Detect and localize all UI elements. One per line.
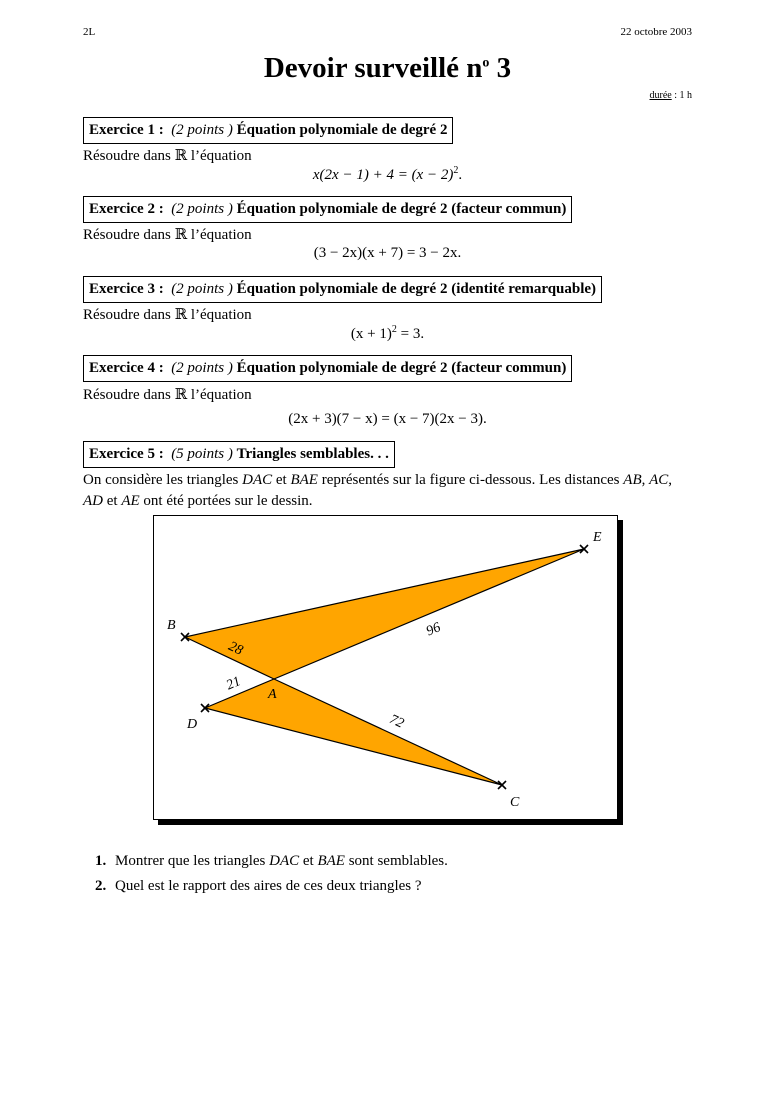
exercise-1-header: [83, 117, 453, 144]
date: 22 octobre 2003: [620, 26, 692, 38]
length-AB: 28: [225, 639, 245, 659]
exercise-2-points: (2 points ): [171, 201, 233, 217]
label-C: C: [510, 795, 520, 810]
exercise-3-points: (2 points ): [171, 281, 233, 297]
duration-label: durée: [649, 90, 672, 101]
question-1-triangle-1: DAC: [269, 853, 300, 869]
exercise-4-header: [83, 355, 572, 382]
triangle-BAE: [185, 549, 584, 679]
intro-distance-1: AB: [623, 472, 642, 488]
exercise-2-label: Exercice 2 :: [89, 201, 164, 217]
exercise-1-equation-exp: 2: [453, 165, 459, 176]
intro-distance-4: AE: [121, 493, 140, 509]
exercise-3-label: Exercice 3 :: [89, 281, 164, 297]
exercise-5-points: (5 points ): [171, 446, 233, 462]
exercise-3-equation: [0, 324, 775, 343]
intro-distance-3: AD: [83, 493, 103, 509]
question-1-triangle-2: BAE: [317, 853, 345, 869]
exercise-4-points: (2 points ): [171, 360, 233, 376]
title-text: Devoir surveillé n: [263, 52, 483, 84]
exercise-4-equation: (2x + 3)(7 − x) = (x − 7)(2x − 3).: [288, 411, 487, 427]
exercise-1-equation-main: x(2x − 1) + 4 = (x − 2): [312, 167, 454, 183]
exercise-4-prompt: Résoudre dans ℝ l’équation: [83, 387, 252, 403]
exercise-3-topic: Équation polynomiale de degré 2 (identité remarquable): [236, 281, 597, 297]
marker-E: [580, 545, 588, 553]
class-label: 2L: [83, 26, 96, 38]
exercise-5-header: [83, 441, 395, 468]
exercise-1-topic: Équation polynomiale de degré 2: [236, 122, 448, 138]
intro-triangle-2: BAE: [290, 472, 318, 488]
intro-text-3: représentés sur la figure ci-dessous. Les distances: [317, 472, 624, 488]
exercise-5-label: Exercice 5 :: [89, 446, 164, 462]
intro-text-6: et: [103, 493, 122, 509]
exercise-2-equation: (3 − 2x)(x + 7) = 3 − 2x.: [313, 245, 462, 261]
intro-text-5: ,: [668, 472, 673, 488]
question-2: [95, 878, 422, 895]
intro-text-1: On considère les triangles: [83, 472, 243, 488]
question-1-text-2: et: [299, 853, 318, 869]
label-B: B: [167, 618, 176, 633]
intro-distance-2: AC: [649, 472, 669, 488]
label-A: A: [268, 687, 277, 702]
intro-triangle-1: DAC: [242, 472, 273, 488]
marker-C: [498, 781, 506, 789]
length-AC: 72: [386, 712, 406, 732]
triangle-DAC: [205, 679, 502, 785]
exercise-4-label: Exercice 4 :: [89, 360, 164, 376]
question-1-text-3: sont semblables.: [344, 853, 448, 869]
triangles-figure: [153, 515, 618, 820]
question-2-number: 2.: [95, 878, 107, 894]
intro-text-4: ,: [641, 472, 650, 488]
label-D: D: [187, 717, 198, 732]
exercise-3-header: [83, 276, 602, 303]
exercise-1-label: Exercice 1 :: [89, 122, 164, 138]
exercise-1-equation: [0, 165, 775, 184]
exercise-1-equation-end: .: [458, 167, 463, 183]
exercise-2-header: [83, 196, 572, 223]
question-1-text-1: Montrer que les triangles: [115, 853, 270, 869]
title-superscript: o: [482, 55, 490, 71]
length-AD: 21: [224, 674, 244, 694]
intro-text-7: ont été portées sur le dessin.: [139, 493, 313, 509]
exercise-4-topic: Équation polynomiale de degré 2 (facteur commun): [236, 360, 567, 376]
exercise-3-prompt: Résoudre dans ℝ l’équation: [83, 307, 252, 323]
question-2-text: Quel est le rapport des aires de ces deux triangles ?: [115, 878, 422, 894]
question-1: [95, 853, 448, 870]
exercise-1-points: (2 points ): [171, 122, 233, 138]
triangles-svg: [154, 516, 617, 819]
duration-value: : 1 h: [671, 90, 692, 101]
exercise-3-equation-main: (x + 1): [350, 326, 392, 342]
length-AE: 96: [424, 620, 444, 640]
page-title: [0, 52, 775, 85]
title-number: 3: [489, 52, 512, 84]
exercise-2-topic: Équation polynomiale de degré 2 (facteur commun): [236, 201, 567, 217]
exercise-5-intro: [83, 470, 693, 512]
exercise-3-equation-end: = 3.: [396, 326, 425, 342]
question-1-number: 1.: [95, 853, 107, 869]
intro-text-2: et: [272, 472, 291, 488]
label-E: E: [593, 530, 602, 545]
exercise-1-prompt: Résoudre dans ℝ l’équation: [83, 148, 252, 164]
exercise-2-prompt: Résoudre dans ℝ l’équation: [83, 227, 252, 243]
exercise-5-topic: Triangles semblables. . .: [236, 446, 389, 462]
exercise-3-equation-exp: 2: [391, 324, 397, 335]
duration: [650, 90, 693, 101]
